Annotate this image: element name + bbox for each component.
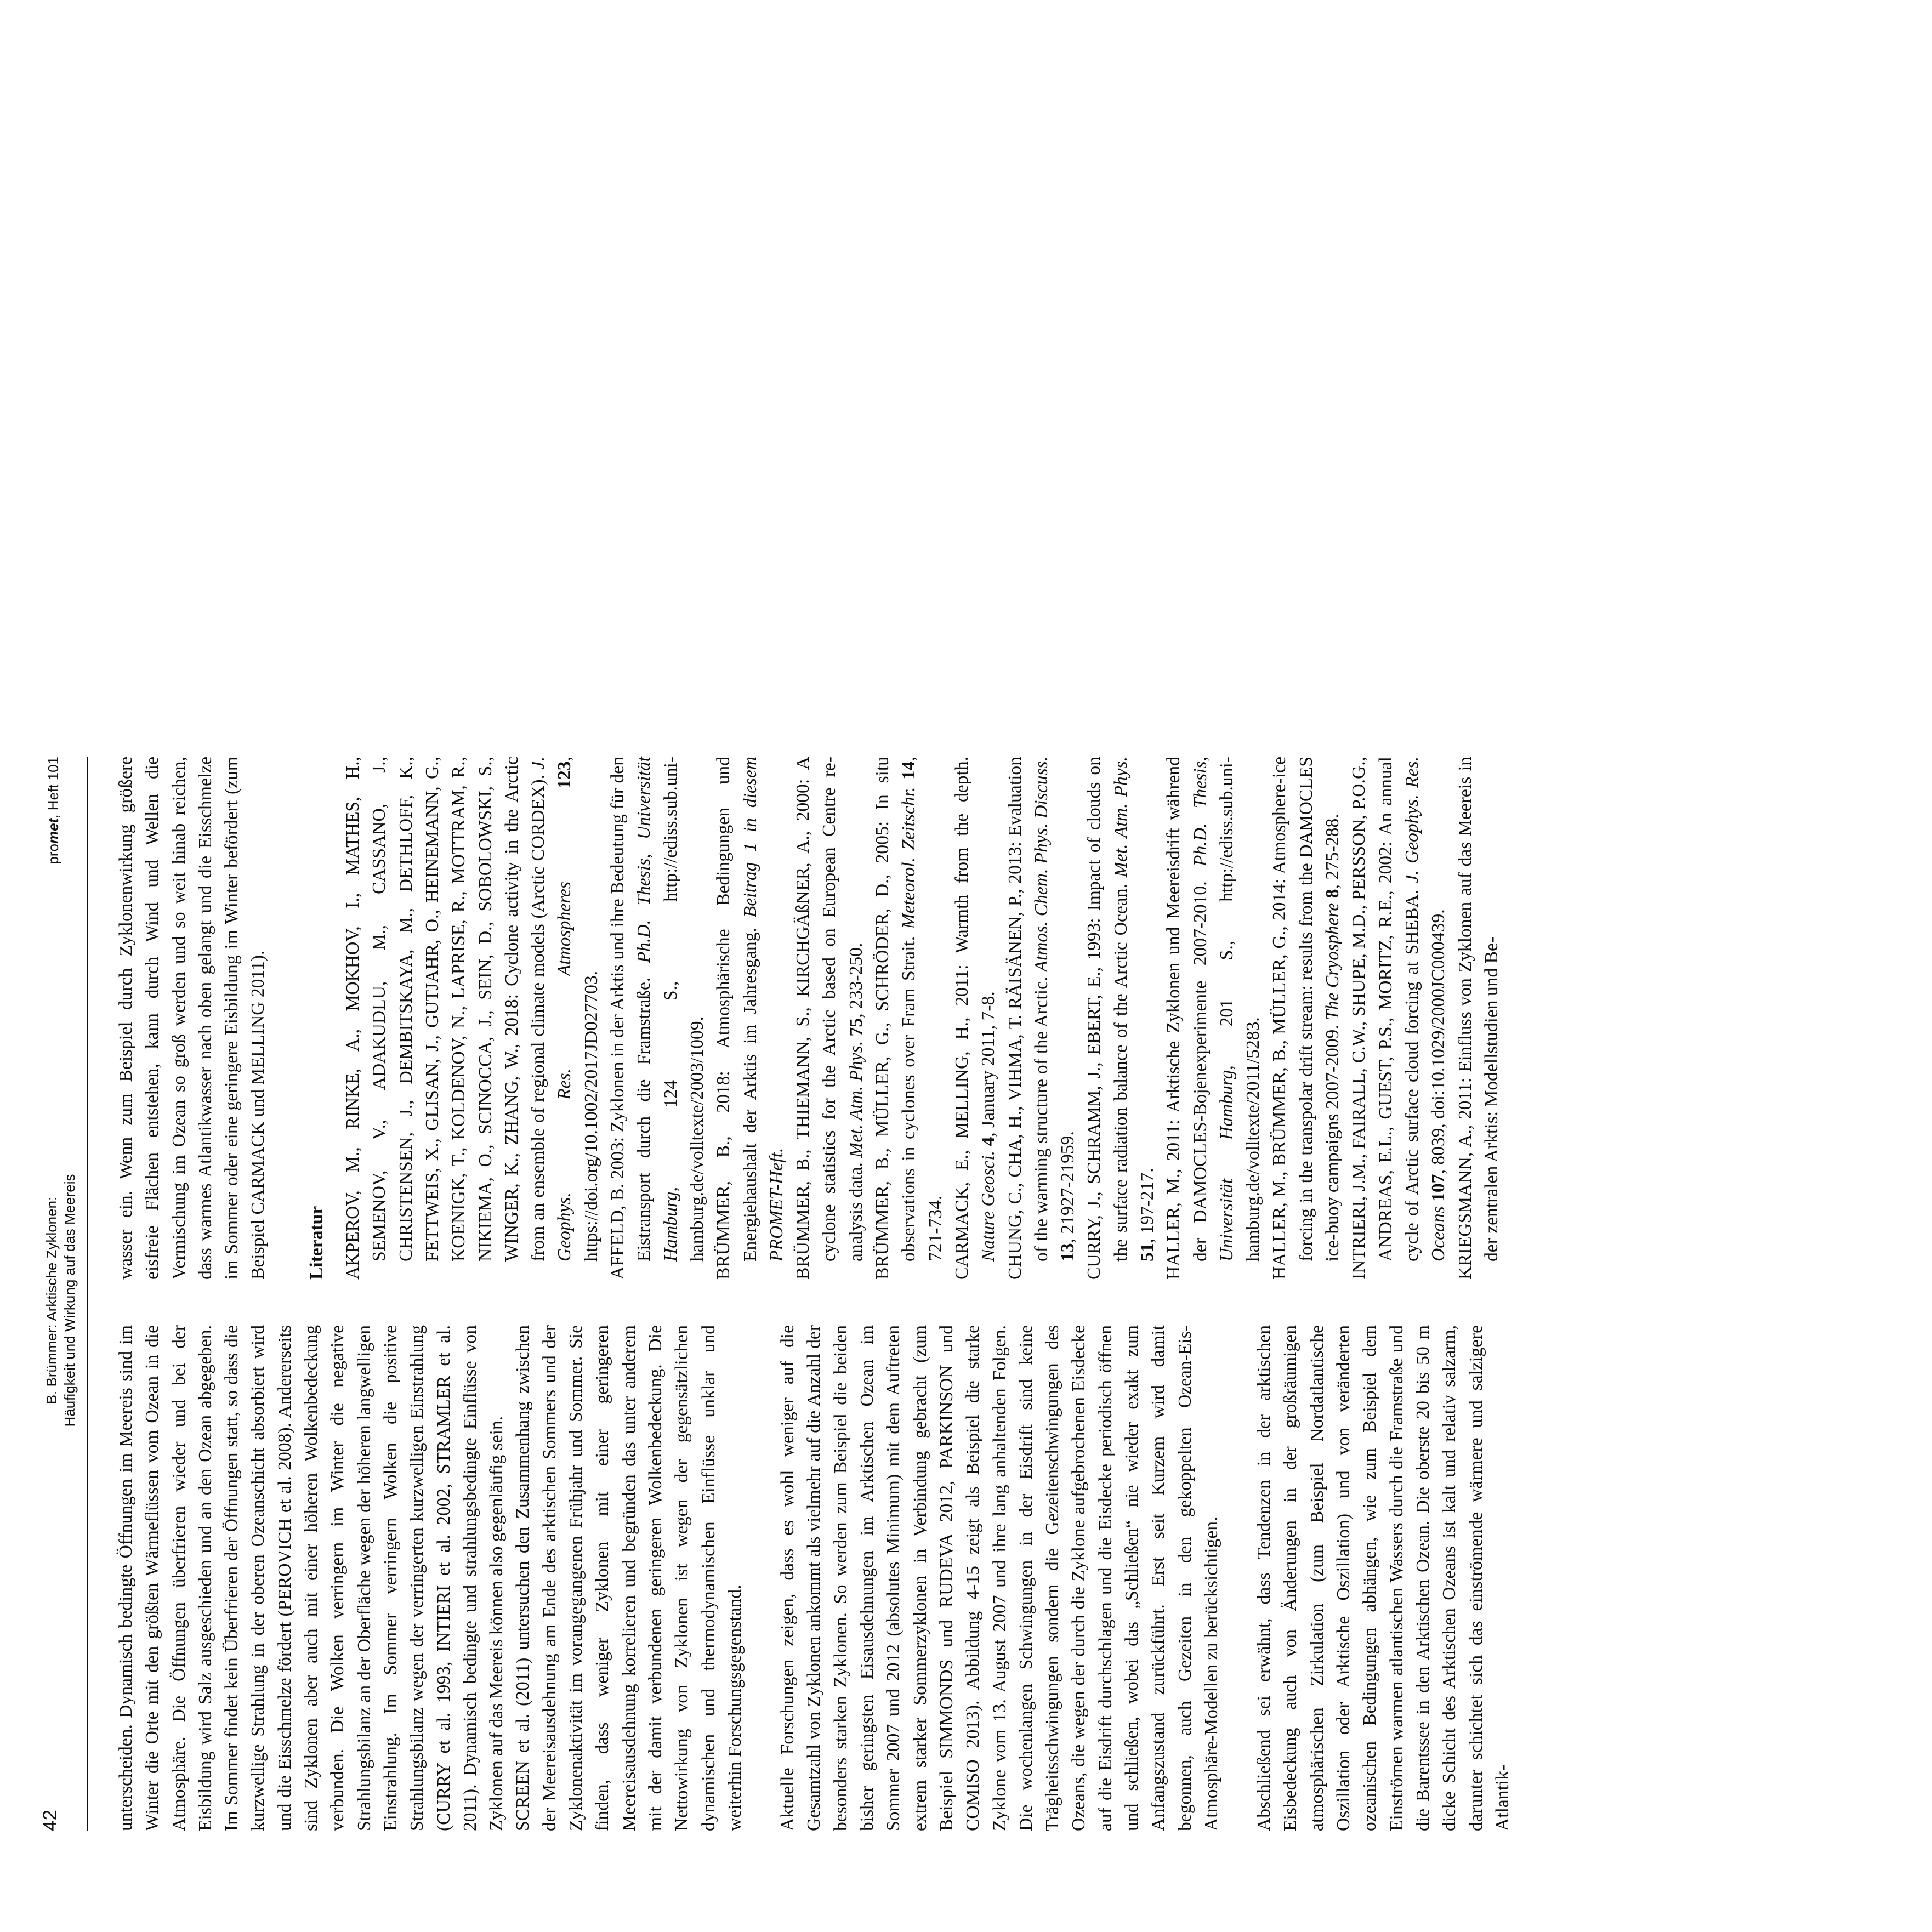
reference-pages: , 197-217. — [1137, 1168, 1157, 1243]
reference-text: HALLER, M., BRÜMMER, B., MÜLLER, G., 2014: Atmosphere-ice forcing in the transpolar drift stream: results from the DAMOCLES ice-buoy campaigns 2007-2009. — [1269, 757, 1343, 1280]
reference-list — [340, 757, 1505, 1280]
running-title-line1: B. Brümmer: Arktische Zyklonen: — [43, 1196, 60, 1405]
reference-entry — [1266, 757, 1346, 1280]
reference-pages: , 233-250. — [845, 942, 866, 1018]
reference-source: J. Geophys. Res. Oceans — [1401, 757, 1449, 1262]
reference-text: KRIEGSMANN, A., 2011: Einfluss von Zyklonen auf das Meereis in der zentralen Arktis: Modellstudien und Be- — [1454, 757, 1502, 1280]
reference-volume: 107 — [1428, 1174, 1449, 1207]
reference-text: HALLER, M., 2011: Arktische Zyklonen und Meereisdrift während der DAMOCLES-Bojenexperimente 2007-2010. — [1163, 757, 1211, 1280]
reference-source: Ph.D. Thesis, Universität Hamburg, — [1190, 757, 1237, 1262]
reference-pages: 201 S., http://ediss.sub.uni-hamburg.de/volltexte/2011/5283. — [1216, 757, 1264, 1262]
reference-entry — [1002, 757, 1082, 1280]
document-page — [0, 669, 1932, 1932]
reference-source: Nature Geosci. — [978, 1150, 999, 1262]
reference-text: CURRY, J., SCHRAMM, J., EBERT, E., 1993: Impact of clouds on the surface radiation balance of the Arctic Ocean. — [1084, 757, 1131, 1280]
body-paragraph: SCREEN et al. (2011) untersuchen den Zusammenhang zwischen der Meereisausdehnung am Ende des arktischen Sommers und der Zyklonenaktivität im vorangegangenen Frühjahr und Sommer. Sie finden, dass weniger Zyklonen mit einer geringeren Meereisausdehnung korrelieren und begründen das unter anderem mit der damit verbundenen geringeren Wolkenbedeckung. Die Nettowirkung von Zyklonen ist wegen der gegensätzlichen dynamischen und thermodynamischen Einflüsse unklar und weiterhin Forschungsgegenstand. — [513, 1325, 745, 1831]
reference-text: CHUNG, C., CHA, H., VIHMA, T. RÄISÄNEN, P., 2013: Evaluation of the warming structure of the Arctic. — [1004, 757, 1052, 1280]
reference-text: CARMACK, E., MELLING, H., 2011: Warmth from the depth. — [951, 757, 972, 1280]
reference-entry — [340, 757, 605, 1280]
body-paragraph: Abschließend sei erwähnt, dass Tendenzen in der arktischen Eisbedeckung auch von Änderungen in der großräumigen atmosphärischen Zirkulation (zum Beispiel Nordatlantische Oszillation oder Arktische Oszillation) und von veränderten ozeanischen Bedingungen abhängen, wie zum Beispiel dem Einströmen warmen atlantischen Wassers durch die Framstraße und die Barentssee in den Arktischen Ozean. Die oberste 20 bis 50 m dicke Schicht des Arktischen Ozeans ist kalt und relativ salzarm, darunter schichtet sich das einströmende wärmere und salzigere Atlantik- — [1254, 1325, 1513, 1831]
page-number: 42 — [39, 1810, 61, 1831]
reference-pages: 124 S., http://ediss.sub.uni-hamburg.de/volltexte/2003/1009. — [660, 757, 707, 1262]
journal-brand: met — [45, 818, 61, 844]
reference-source: The Cryosphere — [1322, 902, 1343, 1020]
reference-source: Meteorol. Zeitschr. — [899, 787, 919, 929]
reference-entry — [1452, 757, 1505, 1280]
reference-text: BRÜMMER, B., THIEMANN, S., KIRCHGÄßNER, A., 2000: A cyclone statistics for the Arctic based on European Centre re-analysis data. — [793, 757, 866, 1280]
reference-text: BRÜMMER, B., MÜLLER, G., SCHRÖDER, D., 2005: In situ observations in cyclones over Fram Strait. — [872, 757, 919, 1280]
reference-source: Atmos. Chem. Phys. Discuss. — [1031, 757, 1052, 972]
header-rule — [87, 757, 88, 1831]
reference-entry — [1081, 757, 1161, 1280]
reference-pages: , 8039, doi:10.1029/2000JC000439. — [1428, 909, 1449, 1174]
reference-volume: 14 — [899, 761, 919, 787]
body-paragraph: unterscheiden. Dynamisch bedingte Öffnungen im Meereis sind im Winter die Orte mit den größten Wärmeflüssen vom Ozean in die Atmosphäre. Die Öffnungen überfrieren wieder und bei der Eisbildung wird Salz ausgeschieden und an den Ozean abgegeben. Im Sommer findet kein Überfrieren der Öffnungen statt, so dass die kurzwellige Strahlung in der oberen Ozeanschicht absorbiert wird und die Eisschmelze fördert (PEROVICH et al. 2008). Andererseits sind Zyklonen aber auch mit einer höheren Wolkenbedeckung verbunden. Die Wolken verringern im Winter die negative Strahlungsbilanz an der Oberfläche wegen der höheren langwelligen Einstrahlung. Im Sommer verringern Wolken die positive Strahlungsbilanz wegen der verringerten kurzwelligen Einstrahlung (CURRY et al. 1993, INTIERI et al. 2002, STRAMLER et al. 2011). Dynamisch bedingte und strahlungsbedingte Einflüsse von Zyklonen auf das Meereis können also gegenläufig sein. — [116, 1325, 507, 1831]
reference-text: AFFELD, B. 2003: Zyklonen in der Arktis und ihre Bedeutung für den Eistransport durch die Framstraße. — [607, 757, 655, 1280]
reference-text: AKPEROV, M., RINKE, A., MOKHOV, I., MATHES, H., SEMENOV, V., ADAKUDLU, M., CASSANO, J., CHRISTENSEN, J., DEMBITSKAYA, M., DETHLOFF, K., FETTWEIS, X., GLISAN, J., GUTJAHR, O., HEINEMANN, G., KOENIGK, T., KOLDENOV, N., LAPRISE, R., MOTTRAM, R., NIKIEMA, O., SCINOCCA, J., SEIN, D., SOBOLOWSKI, S., WINGER, K., ZHANG, W., 2018: Cyclone activity in the Arctic from an ensemble of regional climate models (Arctic CORDEX). — [343, 757, 549, 1280]
reference-source: Met. Atm. Phys. — [845, 1041, 866, 1158]
reference-pages: , January 2011, 7-8. — [978, 991, 999, 1137]
reference-source: J. Geophys. Res. Atmospheres — [528, 757, 575, 1262]
body-paragraph: wasser ein. Wenn zum Beispiel durch Zyklonenwirkung größere eisfreie Flächen entstehen, kann durch Wind und Wellen die Vermischung im Ozean so groß werden und so weit hinab reichen, dass warmes Atlantikwasser nach oben gelangt und die Eisschmelze im Sommer oder eine geringere Eisbildung im Winter befördert (zum Beispiel CARMACK und MELLING 2011). — [116, 757, 269, 1280]
paragraph-gap — [748, 1325, 775, 1831]
reference-volume: 75 — [845, 1018, 866, 1041]
reference-volume: 123 — [554, 761, 575, 882]
reference-entry — [1161, 757, 1266, 1280]
body-paragraph: Aktuelle Forschungen zeigen, dass es wohl weniger auf die Gesamtzahl von Zyklonen ankommt als vielmehr auf die Anzahl der besonders starken Zyklonen. So werden zum Beispiel die beiden bisher geringsten Eisausdehnungen im Arktischen Ozean im Sommer 2007 und 2012 (absolutes Minimum) mit dem Auftreten extrem starker Sommerzyklonen in Verbindung gebracht (zum Beispiel SIMMONDS und RUDEVA 2012, PARKINSON und COMISO 2013). Abbildung 4-15 zeigt als Beispiel die starke Zyklone vom 13. August 2007 und ihre lang anhaltenden Folgen. Die wochenlangen Schwingungen in der Eisdrift sind keine Trägheitsschwingungen sondern die Gezeitenschwingungen des Ozeans, die wegen der durch die Zyklone aufgebrochenen Eisdecke auf die Eisdrift durchschlagen und die Eisdecke periodisch öffnen und schließen, wobei das „Schließen“ nie wieder exakt zum Anfangszustand zurückführt. Erst seit Kurzem wird damit begonnen, auch Gezeiten in den gekoppelten Ozean-Eis-Atmosphäre-Modellen zu berücksichtigen. — [777, 1325, 1221, 1831]
reference-volume: 4 — [978, 1137, 999, 1151]
journal-issue: , Heft 101 — [45, 757, 61, 819]
reference-volume: 13 — [1058, 1243, 1078, 1262]
reference-text: BRÜMMER, B., 2018: Atmosphärische Bedingungen und Energiehaushalt der Arktis im Jahresgang. — [713, 757, 760, 1280]
reference-pages: , 21927-21959. — [1058, 1131, 1078, 1243]
reference-entry — [790, 757, 870, 1280]
reference-volume: 8 — [1322, 889, 1343, 903]
reference-pages: , https://doi.org/10.1002/2017JD027703. — [554, 757, 601, 1262]
reference-entry — [870, 757, 949, 1280]
reference-source: Beitrag 1 in diesem PROMET-Heft. — [740, 757, 787, 1262]
reference-entry — [711, 757, 790, 1280]
paragraph-gap — [1225, 1325, 1251, 1831]
reference-volume: 51 — [1137, 1243, 1157, 1262]
left-column — [113, 1325, 1516, 1831]
right-column — [113, 757, 1505, 1280]
reference-entry — [949, 757, 1002, 1280]
reference-entry — [1346, 757, 1452, 1280]
literature-heading: Literatur — [306, 1206, 327, 1280]
reference-source: Ph.D. Thesis, Universität Hamburg, — [634, 757, 681, 1262]
reference-text: INTRIERI, J.M., FAIRALL, C.W., SHUPE, M.D., PERSSON, P.O.G., ANDREAS, E.L., GUEST, P.S., MORITZ, R.E., 2002: An annual cycle of Arctic surface cloud forcing at SHEBA. — [1349, 757, 1422, 1280]
reference-pages: , 275-288. — [1322, 814, 1343, 889]
reference-entry — [605, 757, 711, 1280]
journal-pre: pro — [45, 843, 61, 865]
reference-pages: , 721-734. — [899, 757, 946, 1262]
running-title-line2: Häufigkeit und Wirkung auf das Meereis — [61, 1174, 78, 1427]
reference-source: Met. Atm. Phys. — [1110, 756, 1131, 878]
